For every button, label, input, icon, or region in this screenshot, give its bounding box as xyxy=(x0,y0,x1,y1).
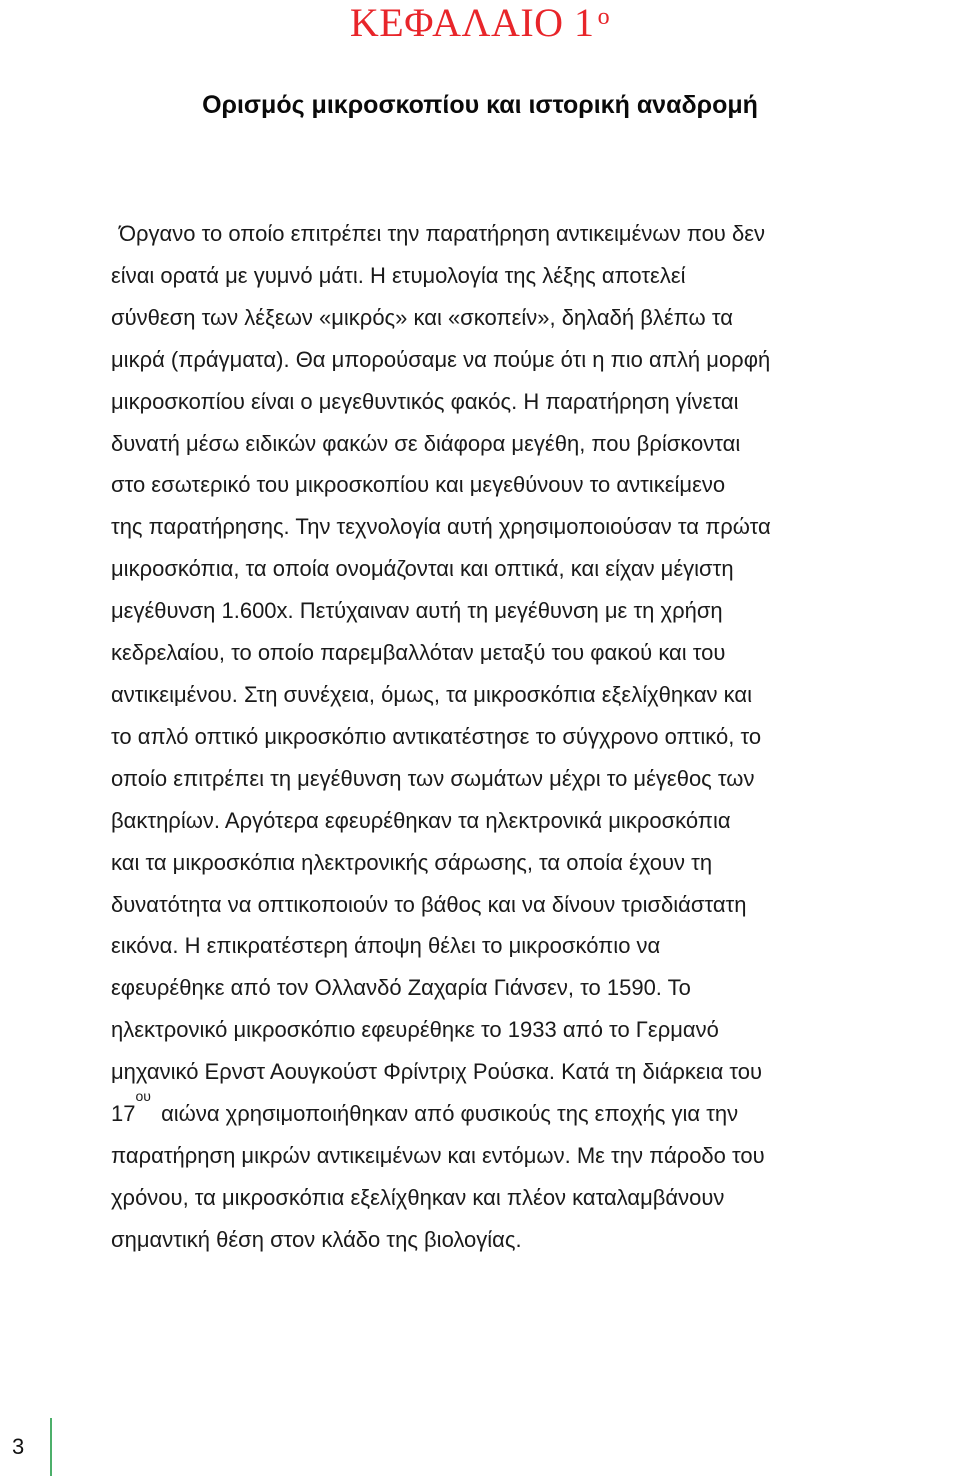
paragraph-line: δυνατότητα να οπτικοποιούν το βάθος και να δίνουν τρισδιάστατη xyxy=(111,891,747,917)
paragraph-line: κεδρελαίου, το οποίο παρεμβαλλόταν μεταξύ του φακού και του xyxy=(111,640,726,666)
paragraph-line: παρατήρηση μικρών αντικειμένων και εντόμων. Με την πάροδο του xyxy=(111,1142,765,1168)
paragraph-line: αντικειμένου. Στη συνέχεια, όμως, τα μικροσκόπια εξελίχθηκαν και xyxy=(111,681,752,707)
century-line-text: αιώνα χρησιμοποιήθηκαν από φυσικούς της εποχής για την xyxy=(161,1101,739,1127)
paragraph-line: σύνθεση των λέξεων «μικρός» και «σκοπείν», δηλαδή βλέπω τα xyxy=(111,304,733,330)
paragraph-line: της παρατήρησης. Την τεχνολογία αυτή χρησιμοποιούσαν τα πρώτα xyxy=(111,514,771,540)
paragraph-line: οποίο επιτρέπει τη μεγέθυνση των σωμάτων μέχρι το μέγεθος των xyxy=(111,765,755,791)
paragraph-line: το απλό οπτικό μικροσκόπιο αντικατέστησε το σύγχρονο οπτικό, το xyxy=(111,723,762,749)
chapter-ordinal-suffix: ο xyxy=(597,4,611,30)
century-number: 17 xyxy=(111,1101,136,1127)
paragraph-line: στο εσωτερικό του μικροσκοπίου και μεγεθύνουν το αντικείμενο xyxy=(111,472,726,498)
paragraph-line: μεγέθυνση 1.600x. Πετύχαιναν αυτή τη μεγέθυνση με τη χρήση xyxy=(111,598,723,624)
paragraph-line: μικρά (πράγματα). Θα μπορούσαμε να πούμε ότι η πιο απλή μορφή xyxy=(111,346,771,372)
paragraph-line: χρόνου, τα μικροσκόπια εξελίχθηκαν και πλέον καταλαμβάνουν xyxy=(111,1184,725,1210)
paragraph-line: σημαντική θέση στον κλάδο της βιολογίας. xyxy=(111,1226,522,1252)
section-heading: Ορισμός μικροσκοπίου και ιστορική αναδρομή xyxy=(202,91,758,119)
page-number: 3 xyxy=(12,1434,25,1459)
paragraph-line: Όργανο το οποίο επιτρέπει την παρατήρηση αντικειμένων που δεν xyxy=(119,221,766,246)
paragraph-line: δυνατή μέσω ειδικών φακών σε διάφορα μεγέθη, που βρίσκονται xyxy=(111,430,741,456)
paragraph-line: εφευρέθηκε από τον Ολλανδό Ζαχαρία Γιάνσεν, το 1590. Το xyxy=(111,975,691,1001)
paragraph-line-century xyxy=(111,1088,931,1135)
century-superscript: ου xyxy=(135,1088,151,1105)
paragraph-line: μηχανικό Ερνστ Αουγκούστ Φρίντριχ Ρούσκα. Κατά τη διάρκεια του xyxy=(111,1059,763,1085)
paragraph-line: μικροσκόπια, τα οποία ονομάζονται και οπτικά, και είχαν μέγιστη xyxy=(111,556,734,582)
chapter-title xyxy=(0,0,960,52)
paragraph-line: μικροσκοπίου είναι ο μεγεθυντικός φακός. Η παρατήρηση γίνεται xyxy=(111,388,739,414)
body-paragraph xyxy=(111,213,931,1261)
chapter-title-text: ΚΕΦΑΛΑΙΟ 1 xyxy=(349,0,595,45)
paragraph-line: ηλεκτρονικό μικροσκόπιο εφευρέθηκε το 1933 από το Γερμανό xyxy=(111,1017,719,1043)
page-number-rule xyxy=(0,1418,52,1476)
paragraph-line: βακτηρίων. Αργότερα εφευρέθηκαν τα ηλεκτρονικά μικροσκόπια xyxy=(111,807,731,833)
paragraph-line: εικόνα. Η επικρατέστερη άποψη θέλει το μικροσκόπιο να xyxy=(111,933,661,959)
paragraph-line: και τα μικροσκόπια ηλεκτρονικής σάρωσης, τα οποία έχουν τη xyxy=(111,849,713,875)
paragraph-line: είναι ορατά με γυμνό μάτι. Η ετυμολογία της λέξης αποτελεί xyxy=(111,262,686,288)
